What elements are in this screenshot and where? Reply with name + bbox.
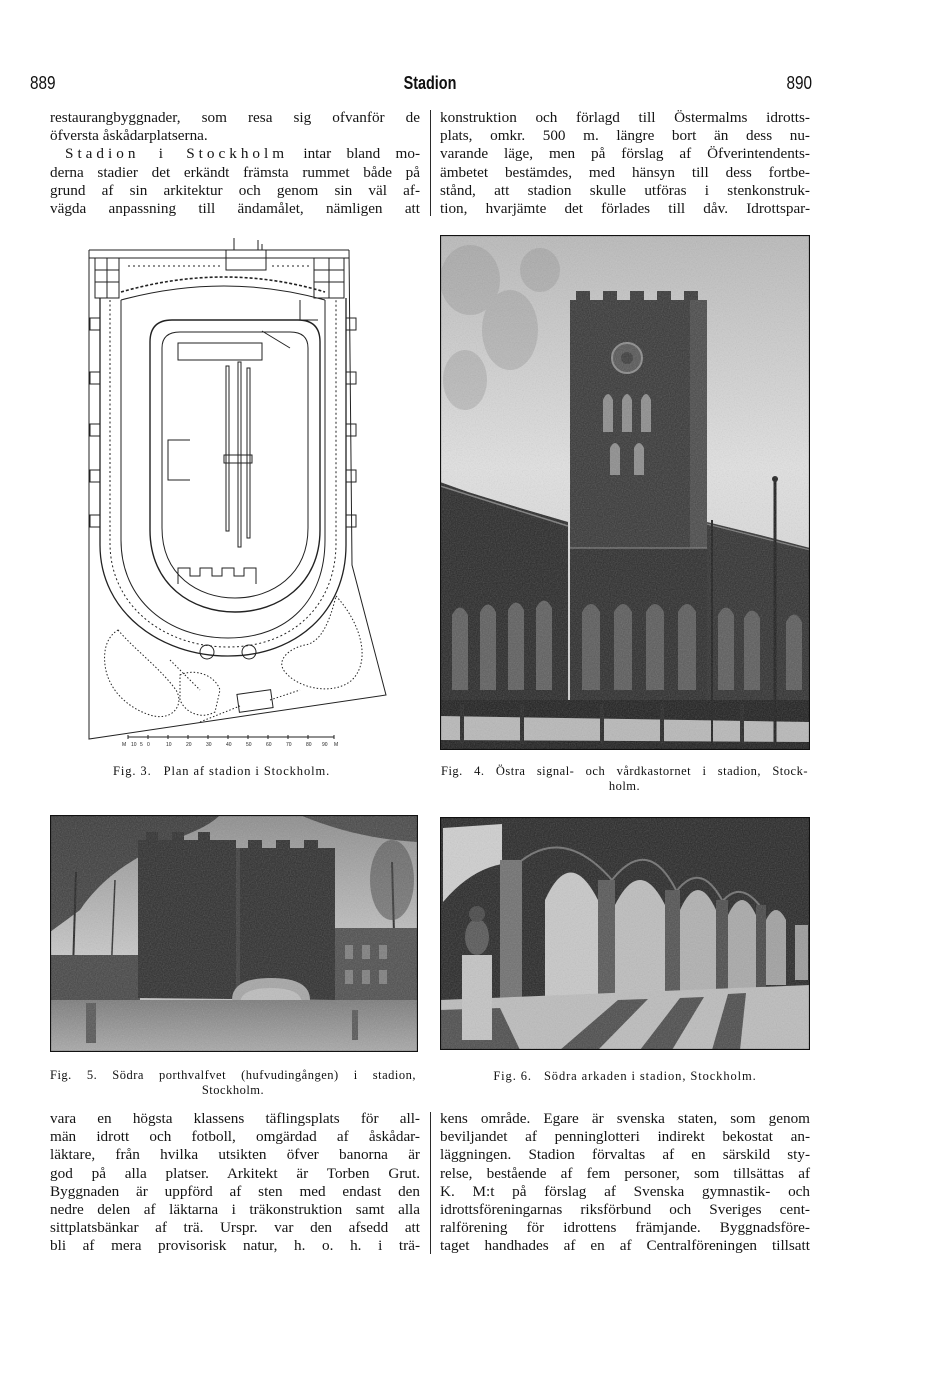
text-line: sittplatsbänkar af trä. Urspr. var den afsedd att — [50, 1219, 420, 1237]
text-line: vägda anpassning till ändamålet, nämligen att — [50, 199, 420, 217]
fig4-caption — [441, 764, 808, 794]
scale-labels — [122, 742, 338, 748]
scale-label: 10 — [166, 742, 172, 748]
text-line: restaurangbyggnader, som resa sig ofvanför de — [50, 109, 420, 126]
text-line: Byggnaden är uppförd af sten med endast den — [50, 1182, 420, 1200]
entrance-building — [89, 238, 349, 320]
text-line: stånd, att stadion skulle utföras i stenkonstruk- — [440, 181, 810, 199]
running-head-title: Stadion — [403, 73, 457, 93]
text-line: öfversta åskådarplatserna. — [50, 127, 208, 145]
football-field — [168, 343, 262, 584]
running-track — [150, 320, 320, 612]
scale-label: 90 — [322, 742, 328, 748]
scale-label: 50 — [246, 742, 252, 748]
top-left-column — [50, 109, 420, 218]
text-line: idrottsföreningarnas riksförbund och Sveriges cent- — [440, 1200, 810, 1218]
scale-label: 0 — [147, 742, 150, 748]
scale-label: 60 — [266, 742, 272, 748]
text-line: varande läge, men på förslag af Öfverintendents- — [440, 145, 810, 163]
fig3-label: Fig. 3. — [113, 764, 152, 778]
scale-label: 80 — [306, 742, 312, 748]
column-divider — [430, 110, 431, 216]
fig6-caption-text: Södra arkaden i stadion, Stockholm. — [543, 1069, 757, 1083]
scale-label: M — [334, 742, 339, 748]
text-line: plats, omkr. 500 m. längre bort än dess nu- — [440, 127, 810, 145]
photo-grain — [50, 815, 418, 1052]
page-number-left: 889 — [30, 73, 56, 93]
fig3-caption — [113, 764, 330, 779]
text-line: taget handhades af en af Centralföreningen tillsatt — [440, 1237, 810, 1255]
scale-label: 40 — [226, 742, 232, 748]
fig3-caption-text: Plan af stadion i Stockholm. — [163, 764, 331, 778]
fig5-caption — [50, 1068, 416, 1098]
pavilion — [237, 690, 273, 713]
bottom-left-column — [50, 1110, 420, 1256]
fig6-label: Fig. 6. — [493, 1069, 532, 1083]
fig6-caption — [440, 1069, 810, 1084]
text-line — [50, 145, 420, 163]
fig5-caption-line: Stockholm. — [201, 1083, 265, 1097]
scale-bar — [128, 735, 334, 739]
text-line: bli af mera provisorisk natur, h. o. h. i trä- — [50, 1237, 420, 1255]
text-line: konstruktion och förlagd till Östermalms idrotts- — [440, 109, 810, 126]
text-line: ralförening för idrottens främjande. Byggnadsföre- — [440, 1219, 810, 1237]
spaced-lead: Stadion i Stockholm — [65, 145, 289, 163]
text-line: beviljandet af penninglotteri indirekt bekostat an- — [440, 1128, 810, 1146]
scale-label: M — [122, 742, 127, 748]
text-line: män idrott och fotboll, omgärdad af åskådar- — [50, 1128, 420, 1146]
text-line: god på alla platser. Arkitekt är Torben Grut. — [50, 1164, 420, 1182]
page-number-right: 890 — [786, 73, 812, 93]
text-line: derna stadier det erkändt främsta rummet både på — [50, 163, 420, 181]
text-line: nedre delen af läktarna i träkonstruktion samt alla — [50, 1200, 420, 1218]
fig4-label: Fig. 4. — [441, 764, 485, 778]
text-line: kens område. Egare är svenska staten, som genom — [440, 1110, 810, 1127]
fig4-tower-photo — [440, 235, 810, 750]
fig3-plan-drawing — [85, 232, 397, 752]
top-right-column — [440, 109, 810, 218]
column-divider — [430, 1112, 431, 1254]
text-line: läggningen. Stadion förvaltas af en särskild sty- — [440, 1146, 810, 1164]
spectator-stands — [90, 298, 356, 659]
fig4-caption-text: Östra signal- och vårdkastornet i stadion, Stock- — [495, 764, 808, 778]
fig6-arcade-photo — [440, 817, 810, 1050]
text-line: ämbetet bestämdes, med hänsyn till dess fortbe- — [440, 163, 810, 181]
scale-label: 5 — [140, 742, 143, 748]
text-line: K. M:t på förslag af Svenska gymnastik- och — [440, 1182, 810, 1200]
fig5-caption-line — [50, 1068, 416, 1083]
fig5-label: Fig. 5. — [50, 1068, 98, 1082]
fig5-gate-photo — [50, 815, 418, 1052]
photo-grain — [440, 235, 810, 750]
text-line: läktare, från hvilka utsikten öfver banorna är — [50, 1146, 420, 1164]
scale-label: 10 — [131, 742, 137, 748]
scale-label: 30 — [206, 742, 212, 748]
scale-label: 70 — [286, 742, 292, 748]
fig4-caption-line — [441, 764, 808, 779]
scale-label: 20 — [186, 742, 192, 748]
bottom-right-column — [440, 1110, 810, 1256]
fig5-caption-text: Södra porthvalfvet (hufvudingången) i stadion, — [112, 1068, 416, 1082]
fig4-caption-line: holm. — [608, 779, 641, 793]
text-line: grund af sin arkitektur och genom sin väl af- — [50, 181, 420, 199]
photo-grain — [440, 817, 810, 1050]
north-stand — [121, 277, 325, 300]
text-line: relse, bestående af fem personer, som tillsättas af — [440, 1164, 810, 1182]
text-line: vara en högsta klassens täflingsplats för all- — [50, 1110, 420, 1127]
text-line: tion, hvarjämte det förlades till dåv. Idrottspar- — [440, 199, 810, 217]
text-line-rest: intar bland mo- — [303, 145, 420, 163]
